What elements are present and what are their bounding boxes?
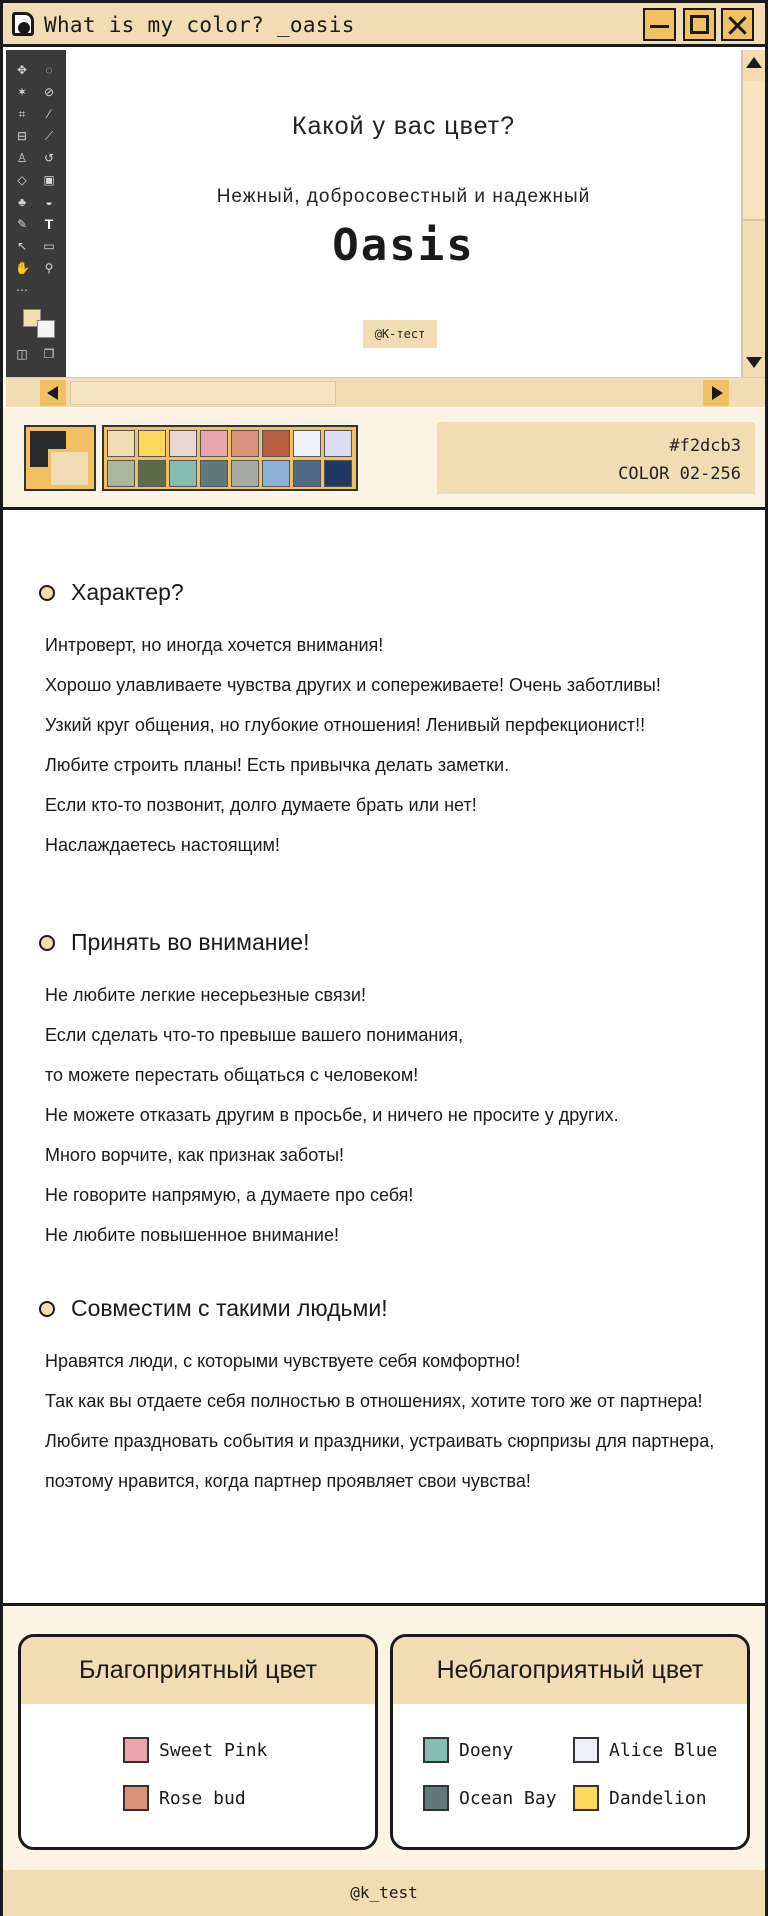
rectangle-icon[interactable]: ▭	[43, 239, 55, 253]
list-item: Не говорите напрямую, а думаете про себя!	[45, 1185, 414, 1205]
maximize-button[interactable]	[683, 8, 716, 41]
color-swatch	[123, 1737, 149, 1763]
scroll-left-button[interactable]	[40, 380, 66, 406]
canvas-question: Какой у вас цвет?	[291, 112, 516, 140]
palette-swatch[interactable]	[262, 430, 290, 457]
move-icon[interactable]: ✥	[16, 63, 28, 77]
favorable-color-item	[123, 1785, 246, 1811]
palette-swatch[interactable]	[231, 460, 259, 487]
pen-icon[interactable]: ✎	[16, 217, 28, 231]
list-item: Много ворчите, как признак заботы!	[45, 1145, 345, 1165]
list-item: Любите строить планы! Есть привычка делать заметки.	[45, 755, 510, 775]
zoom-icon[interactable]: ⚲	[44, 261, 54, 275]
scroll-up-icon[interactable]	[746, 57, 762, 68]
brush-icon[interactable]: ⟋	[44, 129, 54, 143]
screen-mode-icon[interactable]: ❐	[43, 347, 55, 361]
blur-icon[interactable]: ♣	[18, 195, 26, 209]
canvas-description: Нежный, добросовестный и надежный	[216, 186, 591, 207]
color-label: Alice Blue	[609, 1739, 718, 1761]
palette-swatch[interactable]	[138, 460, 166, 487]
unfavorable-title: Неблагоприятный цвет	[393, 1637, 747, 1704]
dodge-icon[interactable]: ◒	[45, 195, 53, 209]
color-cards-area	[3, 1603, 765, 1870]
section-title-character	[39, 579, 184, 606]
unfavorable-color-item	[423, 1785, 557, 1811]
path-select-icon[interactable]: ↖	[16, 239, 28, 253]
unfavorable-color-item	[423, 1737, 513, 1763]
color-swatch	[423, 1785, 449, 1811]
vertical-scroll-thumb[interactable]	[743, 81, 765, 221]
list-item: Если кто-то позвонит, долго думаете брать или нет!	[45, 795, 477, 815]
background-swatch[interactable]	[37, 320, 55, 338]
list-item: Интроверт, но иногда хочется внимания!	[45, 635, 384, 655]
magic-wand-icon[interactable]: ✶	[16, 85, 28, 99]
unfavorable-color-item	[573, 1785, 707, 1811]
list-item: Узкий круг общения, но глубокие отношения! Ленивый перфекционист!!	[45, 715, 646, 735]
palette-swatch[interactable]	[169, 460, 197, 487]
color-count: COLOR 02-256	[618, 464, 741, 484]
favorable-title: Благоприятный цвет	[21, 1637, 375, 1704]
palette-swatch[interactable]	[200, 460, 228, 487]
quick-select-icon[interactable]: ⊘	[43, 85, 55, 99]
list-item: Наслаждаетесь настоящим!	[45, 835, 280, 855]
palette-bar	[3, 408, 765, 510]
color-label: Sweet Pink	[159, 1739, 268, 1761]
list-item: Не любите легкие несерьезные связи!	[45, 985, 366, 1005]
bullet-icon	[39, 1301, 55, 1317]
arrow-right-icon	[712, 386, 723, 400]
unfavorable-card	[390, 1634, 750, 1850]
color-swatch	[573, 1785, 599, 1811]
section-title-text: Совместим с такими людьми!	[71, 1295, 388, 1321]
footer: @k_test	[3, 1870, 765, 1916]
bullet-icon	[39, 585, 55, 601]
list-item: то можете перестать общаться с человеком!	[45, 1065, 419, 1085]
minimize-button[interactable]	[643, 8, 676, 41]
list-item: Хорошо улавливаете чувства других и сопереживаете! Очень заботливы!	[45, 675, 661, 695]
quick-mask-icon[interactable]: ◫	[16, 347, 28, 361]
palette-swatch[interactable]	[324, 430, 352, 457]
bullet-icon	[39, 935, 55, 951]
color-label: Dandelion	[609, 1787, 707, 1809]
color-swatch	[123, 1785, 149, 1811]
list-item: Любите праздновать события и праздники, устраивать сюрпризы для партнера,	[45, 1431, 715, 1451]
window-title: What is my color? _oasis	[44, 13, 355, 37]
close-button[interactable]	[721, 8, 754, 41]
gradient-icon[interactable]: ▣	[43, 173, 55, 187]
palette-swatch[interactable]	[231, 430, 259, 457]
title-bar	[3, 3, 765, 47]
stamp-icon[interactable]: ♙	[16, 151, 28, 165]
lasso-icon[interactable]: ◌	[45, 63, 53, 77]
hex-code: #f2dcb3	[669, 436, 741, 456]
color-label: Doeny	[459, 1739, 514, 1761]
list-item: Так как вы отдаете себя полностью в отношениях, хотите того же от партнера!	[45, 1391, 703, 1411]
vertical-scrollbar[interactable]	[741, 50, 765, 377]
scroll-right-button[interactable]	[703, 380, 729, 406]
favorable-card	[18, 1634, 378, 1850]
list-item: Если сделать что-то превыше вашего понимания,	[45, 1025, 464, 1045]
hand-icon[interactable]: ✋	[15, 261, 30, 275]
palette-swatch[interactable]	[262, 460, 290, 487]
color-label: Ocean Bay	[459, 1787, 557, 1809]
arrow-left-icon	[47, 386, 58, 400]
palette-swatch[interactable]	[107, 460, 135, 487]
palette-swatch[interactable]	[107, 430, 135, 457]
canvas-tag: @K-тест	[363, 320, 437, 348]
color-name: Oasis	[332, 220, 475, 271]
more-icon[interactable]: ⋯	[16, 283, 28, 297]
palette-swatch[interactable]	[169, 430, 197, 457]
color-swatch	[573, 1737, 599, 1763]
swatch-grid	[102, 425, 358, 491]
list-item: Нравятся люди, с которыми чувствуете себя комфортно!	[45, 1351, 521, 1371]
text-icon[interactable]: T	[44, 216, 54, 232]
list-item: поэтому нравится, когда партнер проявляет свои чувства!	[45, 1471, 531, 1491]
current-colors[interactable]	[24, 425, 96, 491]
scroll-down-icon[interactable]	[746, 357, 762, 368]
canvas	[66, 50, 741, 377]
palette-swatch[interactable]	[293, 430, 321, 457]
palette-swatch[interactable]	[293, 460, 321, 487]
color-info	[437, 422, 755, 494]
palette-swatch[interactable]	[324, 460, 352, 487]
section-title-text: Характер?	[71, 579, 184, 605]
app-icon	[12, 12, 34, 36]
section-title-attention	[39, 929, 309, 956]
tool-panel	[6, 50, 66, 377]
horizontal-scrollbar[interactable]	[6, 377, 765, 407]
current-background-color[interactable]	[48, 449, 88, 485]
palette-swatch[interactable]	[200, 430, 228, 457]
color-swatch	[423, 1737, 449, 1763]
favorable-color-item	[123, 1737, 267, 1763]
section-title-compatible	[39, 1295, 388, 1322]
color-label: Rose bud	[159, 1787, 246, 1809]
section-title-text: Принять во внимание!	[71, 929, 310, 955]
patch-icon[interactable]: ⊟	[16, 129, 28, 143]
list-item: Не можете отказать другим в просьбе, и ничего не просите у других.	[45, 1105, 619, 1125]
eraser-icon[interactable]: ◇	[17, 173, 27, 187]
horizontal-scroll-thumb[interactable]	[70, 381, 336, 405]
crop-icon[interactable]: ⌗	[18, 107, 26, 121]
list-item: Не любите повышенное внимание!	[45, 1225, 339, 1245]
eyedropper-icon[interactable]: ⁄	[47, 107, 50, 121]
history-brush-icon[interactable]: ↺	[43, 151, 55, 165]
unfavorable-color-item	[573, 1737, 717, 1763]
palette-swatch[interactable]	[138, 430, 166, 457]
